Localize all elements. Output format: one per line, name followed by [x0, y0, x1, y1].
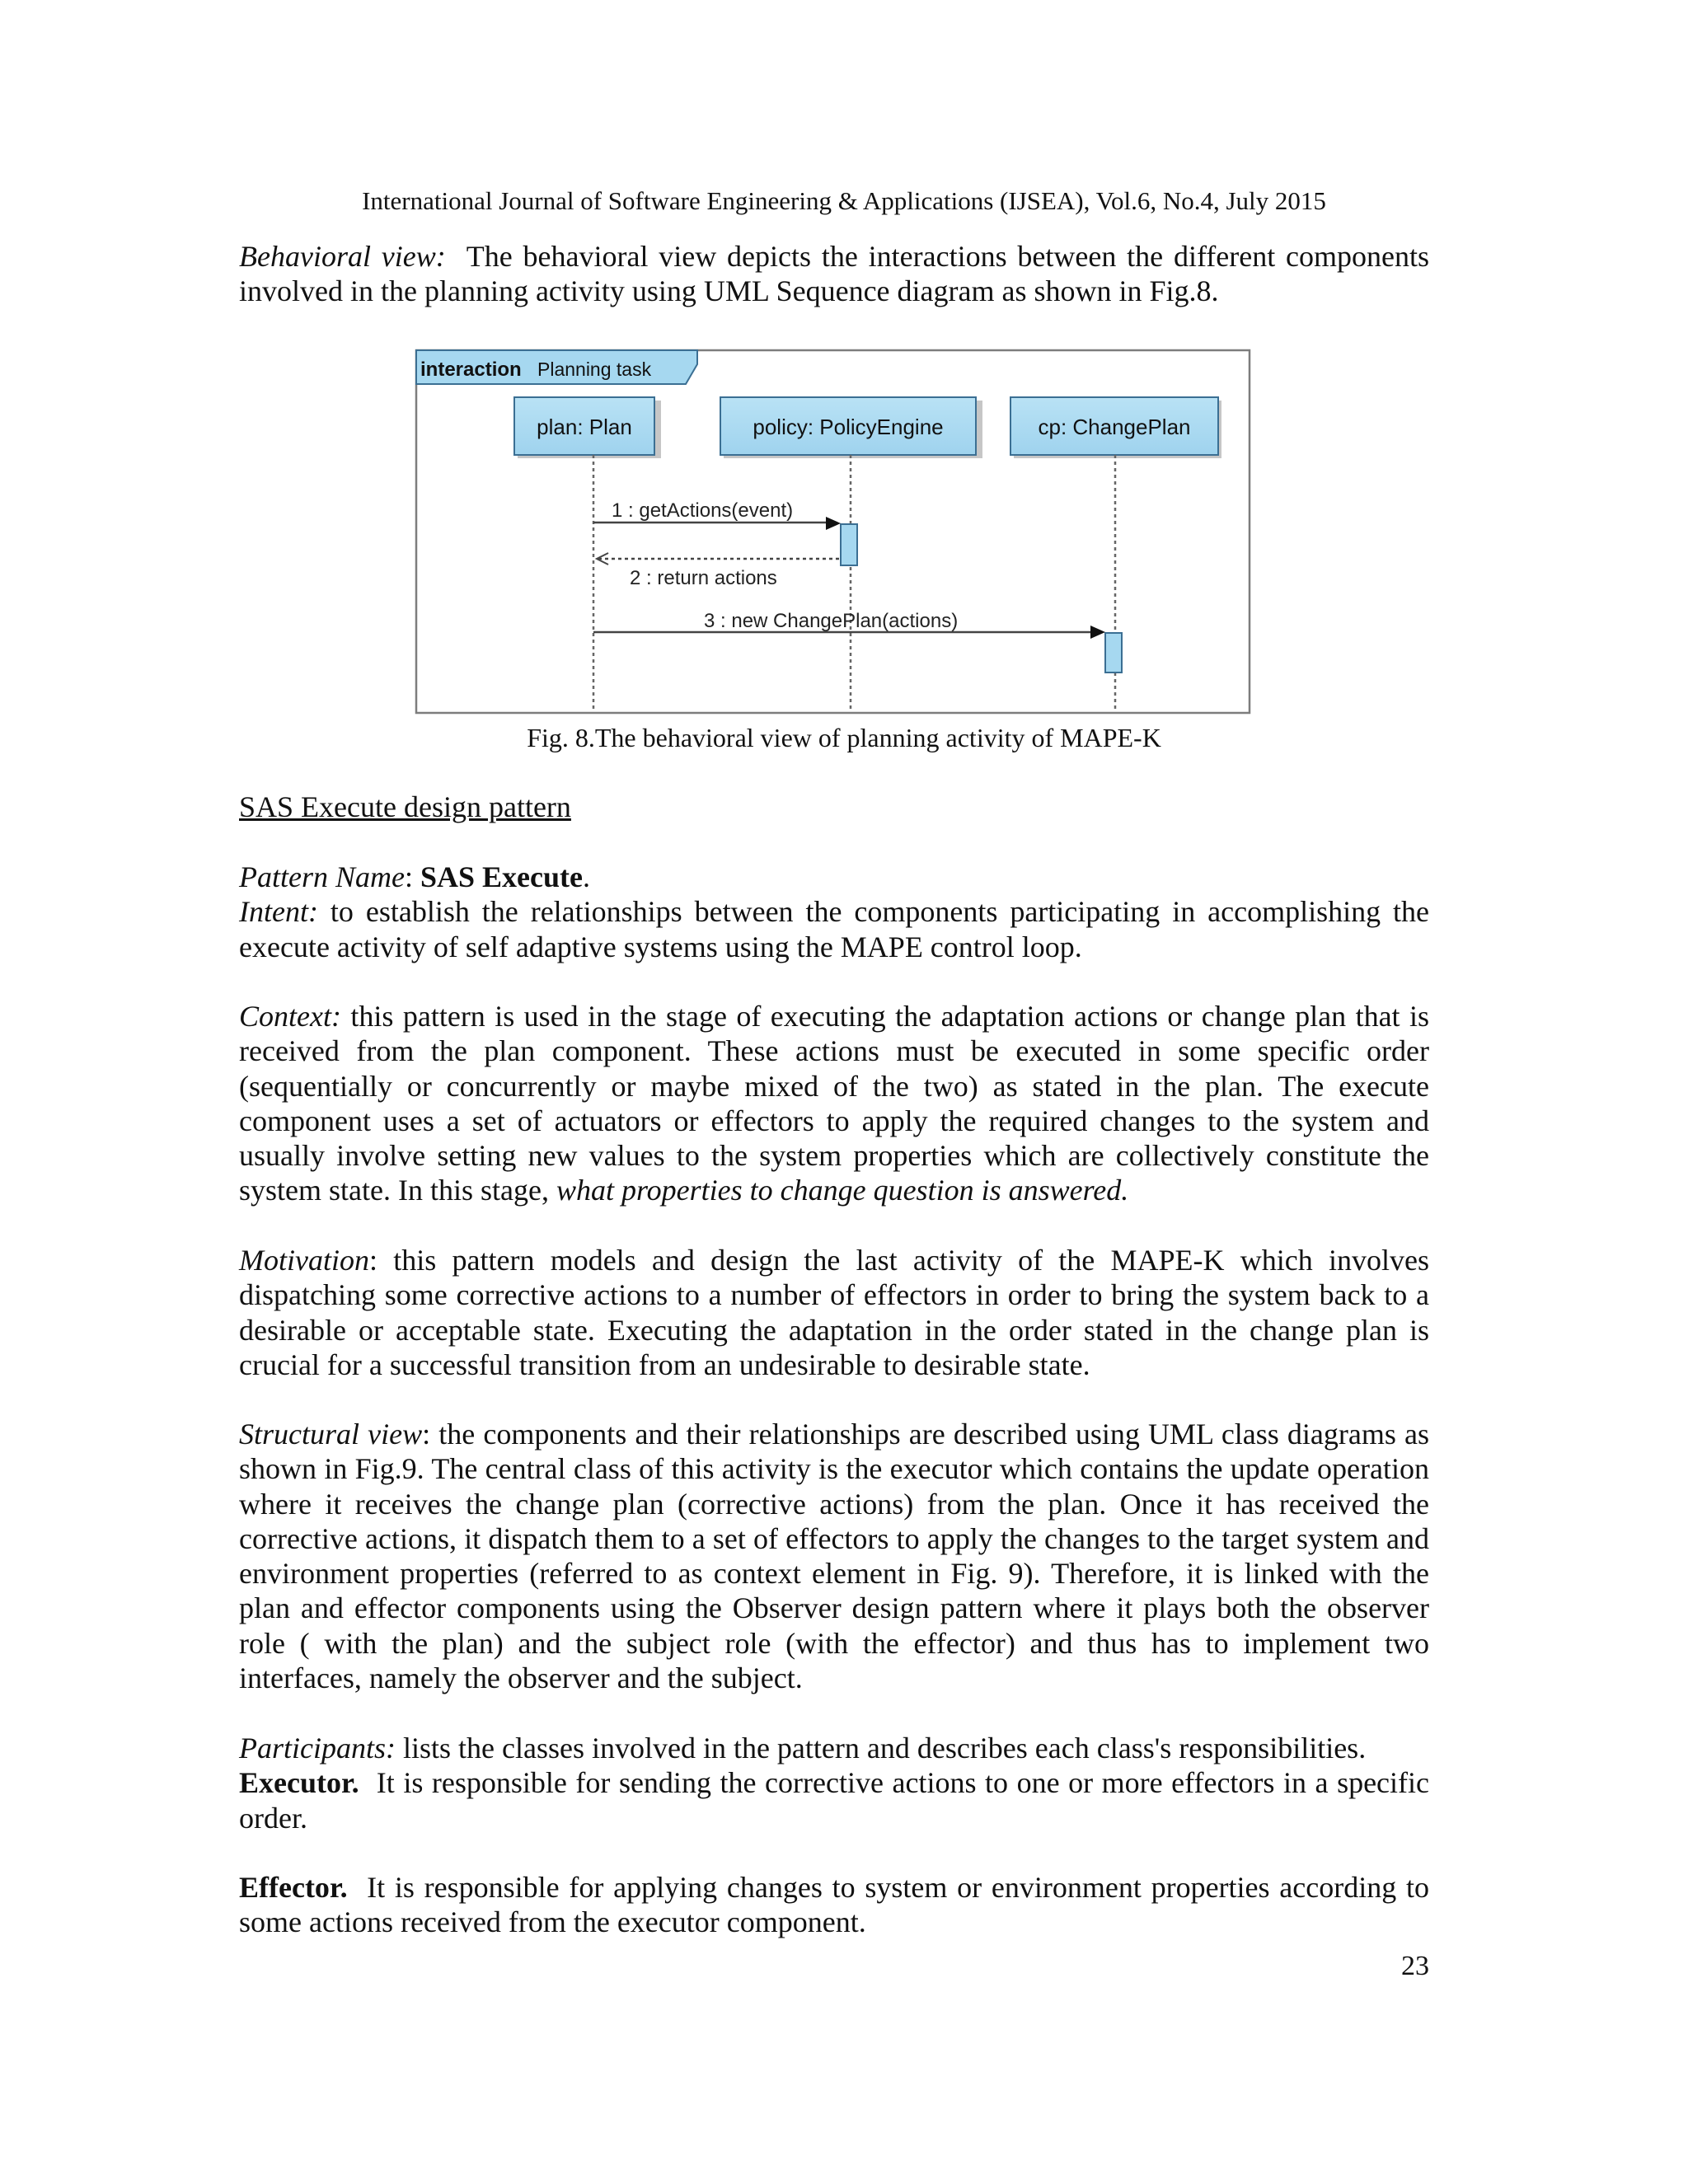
- frame-keyword: interaction: [420, 359, 522, 381]
- message-3-label: 3 : new ChangePlan(actions): [704, 610, 959, 632]
- intent-label: Intent:: [239, 895, 318, 929]
- context-text: this pattern is used in the stage of executing the adaptation actions or change plan that is received from the plan component. These actions must be executed in some specific order (sequentially or concurrently or maybe mixed of the two) as stated in the plan. The execute component uses a set of actuators or effectors to apply the required changes to the system and usually involve setting new values to the system properties which are collectively constitute the system state. In this stage,: [239, 1000, 1429, 1207]
- lifeline-changeplan-label: cp: ChangePlan: [1038, 415, 1191, 439]
- section-heading-block: [239, 790, 1429, 824]
- intro-paragraph: [239, 239, 1429, 309]
- frame-name: Planning task: [537, 359, 652, 380]
- message-1-label: 1 : getActions(event): [612, 499, 794, 522]
- context-label: Context:: [239, 1000, 341, 1033]
- activation-policy: [841, 524, 857, 565]
- pattern-intent-block: [239, 860, 1429, 964]
- sequence-diagram: [414, 348, 1253, 715]
- effector-text: It is responsible for applying changes to system or environment properties according to some actions received from the executor component.: [239, 1871, 1429, 1939]
- context-emphasis: what properties to change question is answered.: [556, 1174, 1129, 1207]
- structural-paragraph: [239, 1417, 1429, 1695]
- structural-text: : the components and their relationships are described using UML class diagrams as shown in Fig.9. The central class of this activity is the executor which contains the update operation where it receives the change plan (corrective actions) from the plan. Once it has received the corrective actions, it dispatch them to a set of effectors to apply the changes to the target system and environment properties (referred to as context element in Fig. 9). Therefore, it is linked with the plan and effector components using the Observer design pattern where it plays both the observer role ( with the plan) and the subject role (with the effector) and thus has to implement two interfaces, namely the observer and the subject.: [239, 1418, 1429, 1695]
- executor-label: Executor.: [239, 1766, 359, 1800]
- figure-caption: Fig. 8.The behavioral view of planning activity of MAPE-K: [527, 723, 1161, 752]
- pattern-name-end: .: [583, 860, 590, 893]
- intent-text: to establish the relationships between the components participating in accomplishing the execute activity of self adaptive systems using the MAPE control loop.: [239, 895, 1430, 963]
- effector-label: Effector.: [239, 1871, 348, 1904]
- motivation-text: : this pattern models and design the last activity of the MAPE-K which involves dispatching some corrective actions to a number of effectors in order to bring the system back to a desirable or acceptable state. Executing the adaptation in the order stated in the change plan is crucial for a successful transition from an undesirable to desirable state.: [239, 1244, 1429, 1381]
- participants-text: lists the classes involved in the pattern and describes each class's responsibilities.: [402, 1732, 1367, 1765]
- motivation-label: Motivation: [239, 1244, 369, 1277]
- journal-header: International Journal of Software Engineering & Applications (IJSEA), Vol.6, No.4, July 2015: [362, 186, 1326, 215]
- message-2-label: 2 : return actions: [630, 567, 777, 589]
- intro-label: Behavioral view:: [239, 240, 446, 273]
- intro-text: The behavioral view depicts the interactions between the different components involved in the planning activity using UML Sequence diagram as shown in Fig.8.: [239, 240, 1429, 308]
- section-title: SAS Execute design pattern: [239, 790, 571, 823]
- pattern-name-value: SAS Execute: [420, 860, 583, 893]
- motivation-paragraph: [239, 1243, 1429, 1382]
- lifeline-plan-label: plan: Plan: [537, 415, 632, 439]
- pattern-name-label: Pattern Name: [239, 860, 405, 893]
- participants-block: [239, 1731, 1429, 1835]
- executor-text: It is responsible for sending the corrective actions to one or more effectors in a specific order.: [239, 1766, 1430, 1835]
- effector-paragraph: [239, 1870, 1429, 1940]
- lifeline-policy-label: policy: PolicyEngine: [753, 415, 944, 439]
- pattern-name-sep: :: [404, 860, 420, 893]
- participants-label: Participants:: [239, 1732, 396, 1765]
- activation-changeplan: [1105, 633, 1122, 673]
- context-paragraph: [239, 999, 1429, 1208]
- structural-label: Structural view: [239, 1418, 423, 1451]
- page-number: 23: [1401, 1951, 1429, 1981]
